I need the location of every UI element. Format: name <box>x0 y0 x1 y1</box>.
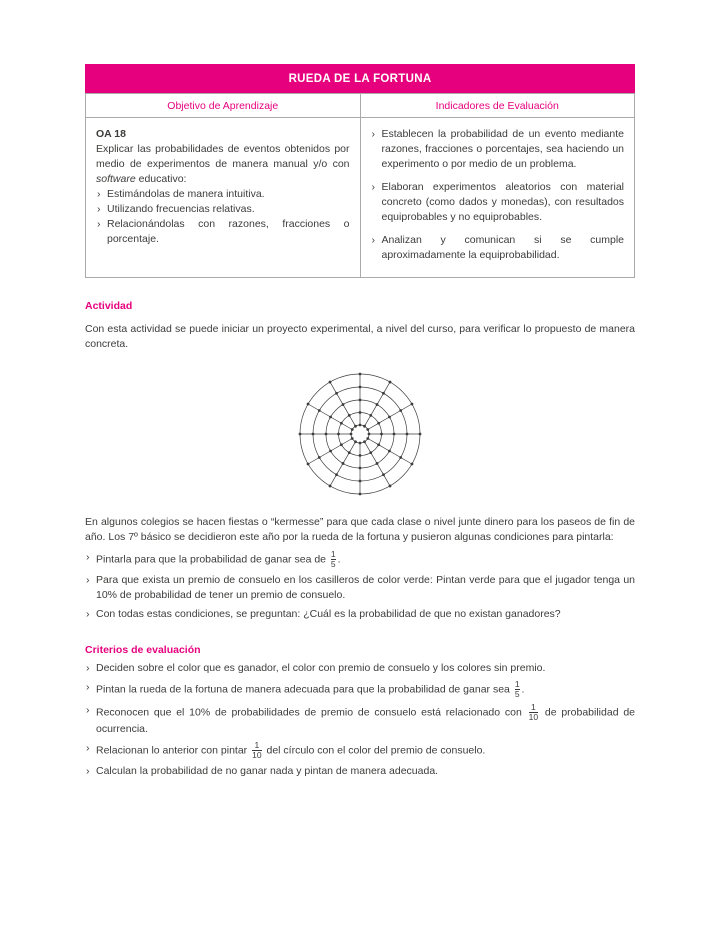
oa-description-italic: software <box>96 173 136 185</box>
column-header-indicadores: Indicadores de Evaluación <box>360 94 635 118</box>
fraction-one-fifth: $\frac{1}{5}$ <box>514 679 520 699</box>
bullet-marker: › <box>371 234 375 246</box>
indicator-bullet <box>371 180 625 225</box>
criteria-item <box>85 703 635 737</box>
criteria-text: Reconocen que el 10% de probabilidades de premio de consuelo está relacionado con <box>96 706 527 719</box>
bullet-marker: › <box>371 181 375 193</box>
oa-bullet-list <box>96 187 350 247</box>
fortune-wheel-figure <box>85 364 635 507</box>
oa-bullet <box>96 187 350 202</box>
oa-bullet-text: Relacionándolas con razones, fracciones o porcentaje. <box>107 218 350 245</box>
oa-bullet <box>96 217 350 247</box>
bullet-marker: › <box>86 681 90 693</box>
fraction-one-tenth: $\frac{1}{10}$ <box>252 740 262 760</box>
activity-condition <box>85 573 635 603</box>
criteria-text: Pintan la rueda de la fortuna de manera adecuada para que la probabilidad de ganar sea <box>96 683 513 696</box>
oa-bullet-text: Estimándolas de manera intuitiva. <box>107 188 265 200</box>
condition-text: Pintarla para que la probabilidad de ganar sea de <box>96 553 329 566</box>
activity-heading: Actividad <box>85 300 133 312</box>
indicator-text: Elaboran experimentos aleatorios con material concreto (como dados y monedas), con resultados equiprobables y no equiprobables. <box>381 181 624 223</box>
objective-cell <box>86 118 361 278</box>
indicators-cell <box>360 118 635 278</box>
table-body-row <box>86 118 635 278</box>
indicator-bullet <box>371 233 625 263</box>
document-title-bar <box>85 64 635 93</box>
fraction-one-fifth: $\frac{1}{5}$ <box>330 549 336 569</box>
bullet-marker: › <box>86 742 90 754</box>
fortune-wheel-drawing <box>290 364 430 504</box>
criteria-list <box>85 661 635 779</box>
oa-bullet <box>96 202 350 217</box>
indicator-text: Analizan y comunican si se cumple aproximadamente la equiprobabilidad. <box>381 234 624 261</box>
bullet-marker: › <box>97 188 101 200</box>
indicator-list <box>371 127 625 263</box>
criteria-item <box>85 680 635 699</box>
condition-text: Para que exista un premio de consuelo en los casilleros de color verde: Pintan verde para que el jugador tenga un 10% de probabilidad de tener un premio de consuelo. <box>96 574 635 601</box>
bullet-marker: › <box>86 551 90 563</box>
page-title: RUEDA DE LA FORTUNA <box>288 72 432 85</box>
bullet-marker: › <box>97 218 101 230</box>
bullet-marker: › <box>97 203 101 215</box>
activity-context: En algunos colegios se hacen fiestas o “kermesse” para que cada clase o nivel junte dinero para los paseos de fin de año. Los 7º básico se decidieron este año por la rueda de la fortuna y pusieron algunas condiciones para pintarla: <box>85 516 635 543</box>
bullet-marker: › <box>371 128 375 140</box>
oa-description <box>96 142 350 187</box>
bullet-marker: › <box>86 608 90 620</box>
bullet-marker: › <box>86 704 90 716</box>
oa-description-tail: educativo: <box>135 173 187 185</box>
activity-condition <box>85 607 635 622</box>
objectives-indicators-table <box>85 93 635 278</box>
criteria-text: Deciden sobre el color que es ganador, el color con premio de consuelo y los colores sin premio. <box>96 662 546 674</box>
condition-text-tail: . <box>337 553 341 566</box>
oa-code: OA 18 <box>96 128 126 140</box>
fraction-one-tenth: $\frac{1}{10}$ <box>528 702 539 722</box>
oa-bullet-text: Utilizando frecuencias relativas. <box>107 203 255 215</box>
activity-intro: Con esta actividad se puede iniciar un proyecto experimental, a nivel del curso, para verificar lo propuesto de manera concreta. <box>85 323 635 350</box>
criteria-heading: Criterios de evaluación <box>85 644 201 656</box>
activity-condition-list <box>85 550 635 622</box>
indicator-bullet <box>371 127 625 172</box>
criteria-item <box>85 764 635 779</box>
bullet-marker: › <box>86 765 90 777</box>
column-header-objetivo: Objetivo de Aprendizaje <box>86 94 361 118</box>
criteria-text-tail: del círculo con el color del premio de consuelo. <box>263 744 486 757</box>
table-header-row <box>86 94 635 118</box>
indicator-text: Establecen la probabilidad de un evento mediante razones, fracciones o porcentajes, sea haciendo un experimento o por medio de un problema. <box>381 128 624 170</box>
criteria-text: Relacionan lo anterior con pintar <box>96 744 251 757</box>
criteria-item <box>85 741 635 760</box>
condition-text: Con todas estas condiciones, se preguntan: ¿Cuál es la probabilidad de que no existan ganadores? <box>96 608 561 620</box>
bullet-marker: › <box>86 574 90 586</box>
bullet-marker: › <box>86 662 90 674</box>
criteria-text-tail: . <box>521 683 525 696</box>
oa-description-text: Explicar las probabilidades de eventos obtenidos por medio de experimentos de manera manual y/o con <box>96 143 350 170</box>
criteria-text: Calculan la probabilidad de no ganar nada y pintan de manera adecuada. <box>96 765 439 777</box>
activity-condition <box>85 550 635 569</box>
criteria-text-tail: de probabilidad de ocurrencia. <box>96 706 635 735</box>
criteria-item <box>85 661 635 676</box>
